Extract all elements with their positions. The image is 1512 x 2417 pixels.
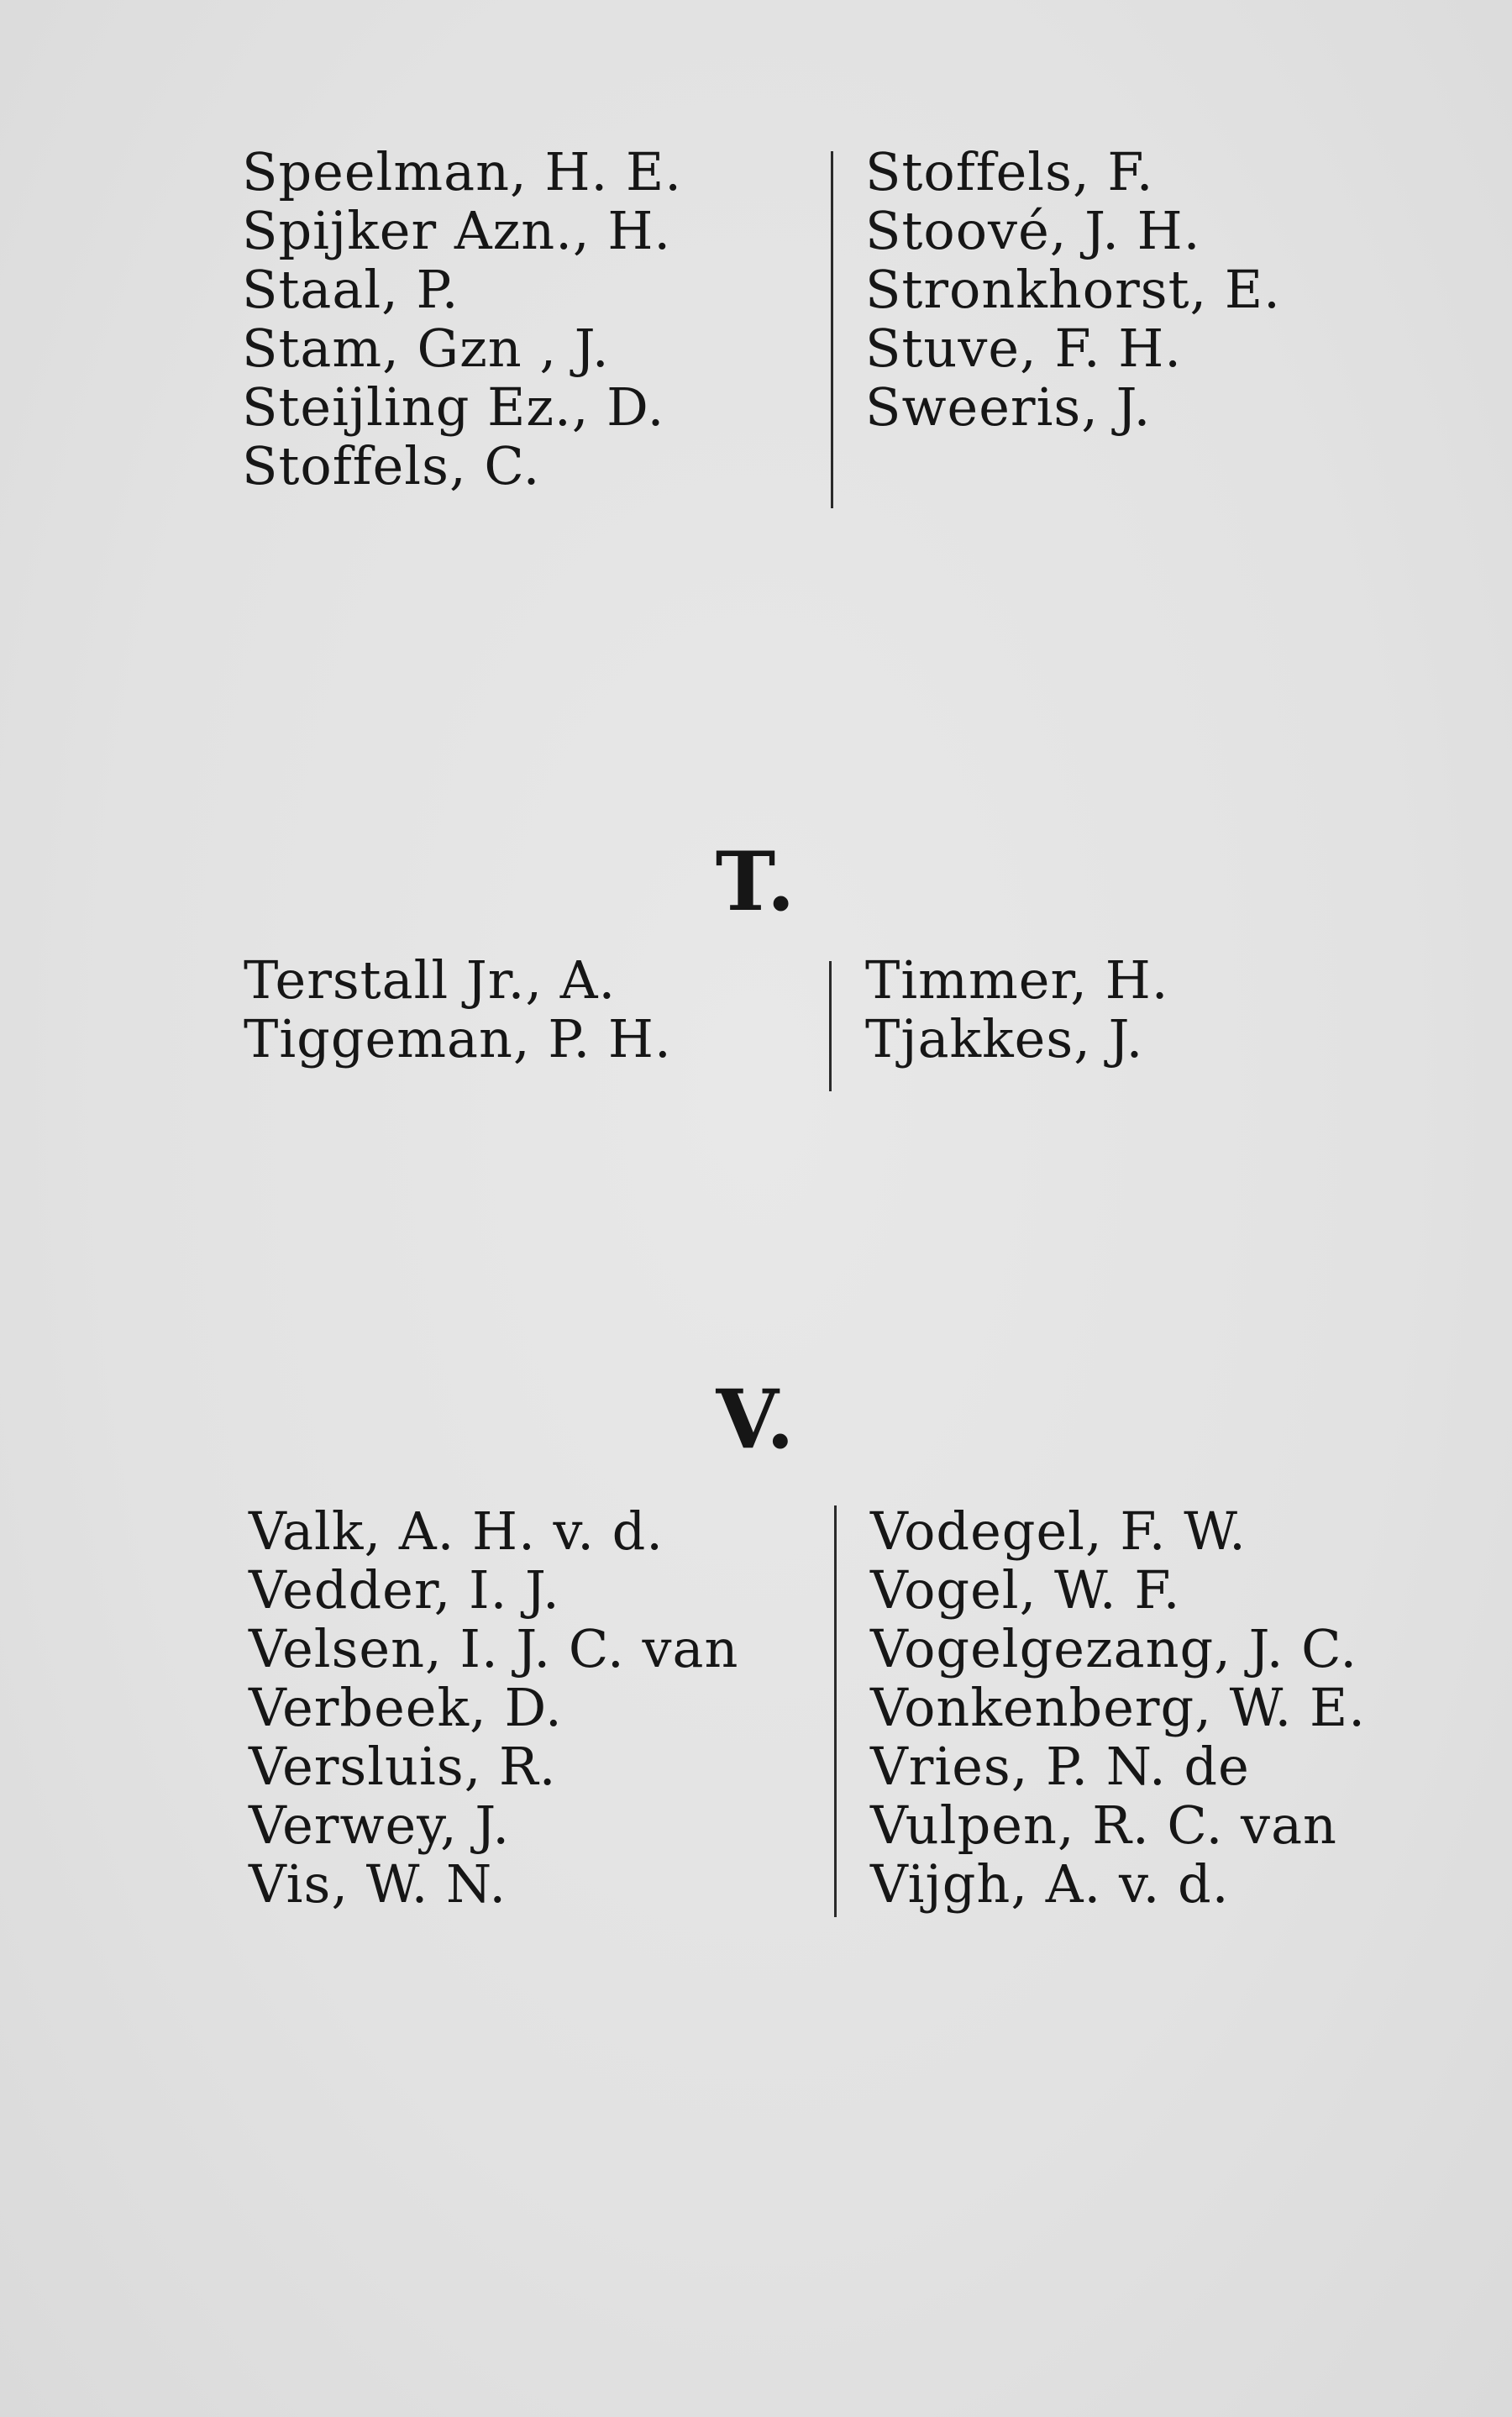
name-entry: Steijling Ez., D. [242,376,665,438]
section-s-left-column [242,143,682,496]
section-v-heading: V. [716,1372,796,1467]
name-entry: Versluis, R. [249,1736,557,1797]
name-entry: Sweeris, J. [865,376,1152,438]
name-entry: Velsen, I. J. C. van [249,1618,739,1679]
name-entry: Stronkhorst, E. [865,259,1281,320]
name-entry: Staal, P. [242,259,459,320]
name-entry: Vedder, I. J. [249,1559,560,1621]
name-entry: Verbeek, D. [249,1677,563,1738]
name-entry: Speelman, H. E. [242,141,682,202]
name-entry: Vulpen, R. C. van [870,1794,1337,1856]
name-entry: Vodegel, F. W. [870,1500,1247,1562]
name-entry: Tjakkes, J. [865,1008,1144,1069]
name-entry: Vis, W. N. [249,1853,507,1915]
name-entry: Vijgh, A. v. d. [870,1853,1230,1915]
name-entry: Stam, Gzn , J. [242,318,610,379]
section-v-left-column [249,1502,738,1914]
column-divider [829,961,832,1091]
section-s [0,143,1512,512]
name-entry: Stoffels, F. [865,141,1154,202]
section-t-right-column [865,951,1168,1069]
name-entry: Vonkenberg, W. E. [870,1677,1366,1738]
section-v-right-column [870,1502,1366,1914]
column-divider [831,151,833,508]
section-t [0,951,1512,1094]
name-entry: Vries, P. N. de [870,1736,1250,1797]
name-entry: Terstall Jr., A. [244,949,617,1011]
name-entry: Tiggeman, P. H. [244,1008,672,1069]
name-entry: Stoové, J. H. [865,200,1201,261]
name-entry: Vogelgezang, J. C. [870,1618,1358,1679]
section-t-left-column [244,951,672,1069]
name-entry: Valk, A. H. v. d. [249,1500,664,1562]
section-v [0,1502,1512,1922]
name-entry: Verwey, J. [249,1794,511,1856]
name-entry: Stuve, F. H. [865,318,1183,379]
name-entry: Stoffels, C. [242,435,541,497]
name-entry: Spijker Azn., H. [242,200,672,261]
section-t-heading: T. [715,834,797,929]
section-s-right-column [865,143,1281,437]
name-entry: Vogel, W. F. [870,1559,1181,1621]
name-entry: Timmer, H. [865,949,1169,1011]
column-divider [834,1505,837,1917]
